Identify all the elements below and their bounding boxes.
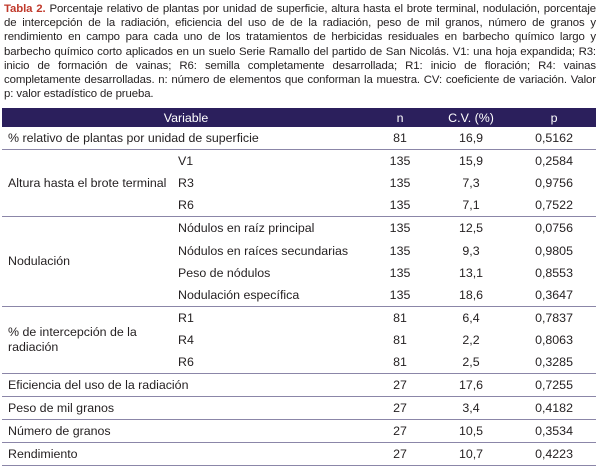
row-n: 135 [389,243,411,258]
table-row [2,306,596,329]
row-cv: 12,5 [458,221,484,236]
row-sub: R6 [174,194,370,217]
row-variable: Rendimiento [2,443,370,466]
row-n: 135 [389,176,411,191]
row-cv: 17,6 [430,374,512,397]
group-variable-intercepcion: % de intercepción de la radiación [2,306,174,373]
table-row [2,127,596,150]
row-p: 0,7255 [512,374,596,397]
row-p: 0,9756 [535,176,573,191]
row-n: 27 [370,420,430,443]
row-sub: Peso de nódulos [178,265,271,280]
row-cv: 7,1 [430,194,512,217]
row-n: 81 [370,351,430,374]
row-cv: 7,3 [462,176,480,191]
header-cv: C.V. (%) [430,108,512,127]
group-variable-altura: Altura hasta el brote terminal [2,150,174,217]
row-variable: Peso de mil granos [2,397,370,420]
row-cv: 3,4 [430,397,512,420]
row-sub: R4 [178,332,194,347]
row-p: 0,5162 [512,127,596,150]
caption-label: Tabla 2. [4,3,46,15]
row-cv: 16,9 [430,127,512,150]
row-n: 135 [370,194,430,217]
table-row [2,150,596,173]
row-n: 27 [370,397,430,420]
table-header-row [2,108,596,127]
row-variable: Eficiencia del uso de la radiación [2,374,370,397]
data-table [2,108,596,466]
row-sub: R3 [178,176,194,191]
header-n: n [370,108,430,127]
row-n: 27 [370,374,430,397]
row-cv: 18,6 [430,284,512,307]
caption-text: Porcentaje relativo de plantas por unidad de superficie, altura hasta el brote terminal, nodulación, porcentaje de intercepción de la radiación, eficiencia del uso de de la radiación, peso de mil granos, número de granos y rendimiento en campo para cada uno de los tratamientos de herbicidas residuales en barbecho químico largo y barbecho químico corto aplicados en un suelo Serie Ramallo del partido de San Nicolás. V1: una hoja expandida; R3: inicio de formación de vainas; R6: semilla completamente desarrollada; R1: inicio de floración; R4: vainas completamente desarrolladas. n: número de elementos que conforman la muestra. CV: coeficiente de variación. Valor p: valor estadístico de prueba. [4,3,596,101]
row-cv: 6,4 [462,310,480,325]
header-variable: Variable [2,108,370,127]
row-p: 0,7837 [535,310,573,325]
table-row [2,217,596,240]
row-n: 81 [370,127,430,150]
table-caption [4,2,596,101]
row-cv: 2,5 [430,351,512,374]
row-p: 0,3534 [512,420,596,443]
row-sub: Nódulos en raíz principal [178,221,315,236]
table-row [2,374,596,397]
row-sub: R1 [178,310,194,325]
row-p: 0,2584 [535,154,573,169]
row-n: 135 [389,154,411,169]
table-row [2,420,596,443]
row-n: 81 [393,310,407,325]
header-p: p [512,108,596,127]
row-p: 0,7522 [512,194,596,217]
row-cv: 13,1 [458,265,484,280]
row-sub: Nódulos en raíces secundarias [178,243,349,258]
table-row [2,397,596,420]
row-p: 0,8553 [535,265,573,280]
row-cv: 2,2 [462,332,480,347]
row-p: 0,4223 [512,443,596,466]
row-p: 0,3285 [512,351,596,374]
row-sub: R6 [174,351,370,374]
row-p: 0,9805 [535,243,573,258]
row-n: 135 [389,221,411,236]
row-sub: V1 [178,154,194,169]
row-p: 0,8063 [535,332,573,347]
row-variable: % relativo de plantas por unidad de superficie [2,127,370,150]
row-cv: 15,9 [458,154,484,169]
row-n: 135 [389,265,411,280]
row-p: 0,4182 [512,397,596,420]
row-cv: 9,3 [462,243,480,258]
row-p: 0,0756 [535,221,573,236]
row-sub: Nodulación específica [174,284,370,307]
row-cv: 10,5 [430,420,512,443]
row-n: 81 [393,332,407,347]
table-row [2,443,596,466]
row-n: 27 [370,443,430,466]
row-n: 135 [370,284,430,307]
row-p: 0,3647 [512,284,596,307]
row-cv: 10,7 [430,443,512,466]
group-variable-nodulacion: Nodulación [2,217,174,306]
row-variable: Número de granos [2,420,370,443]
